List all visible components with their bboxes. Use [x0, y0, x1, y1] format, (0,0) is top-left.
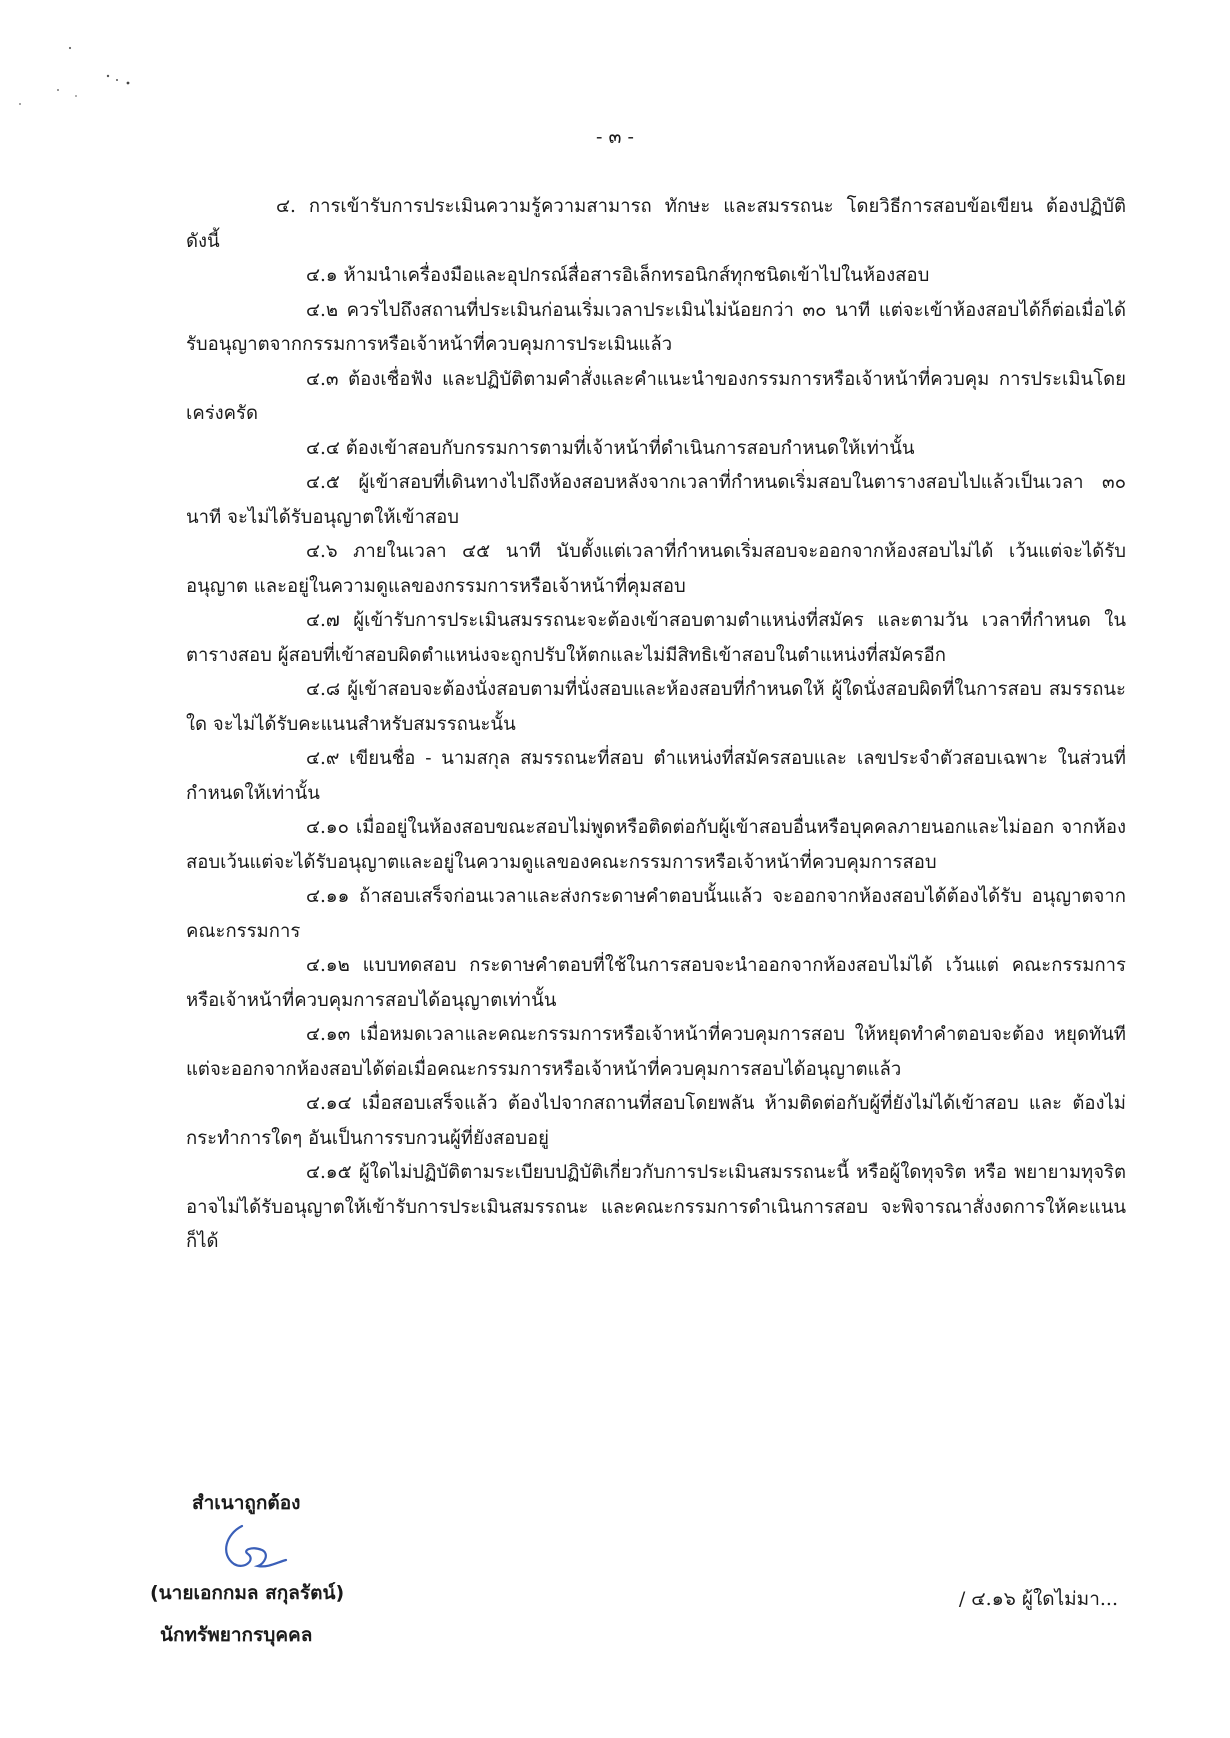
rule-item: ๔.๑๔ เมื่อสอบเสร็จแล้ว ต้องไปจากสถานที่สอบโดยพลัน ห้ามติดต่อกับผู้ที่ยังไม่ได้เข้าสอบ และ ต้องไม่กระทำการใดๆ อันเป็นการรบกวนผู้ที่ยังสอบอยู่ — [186, 1093, 1126, 1149]
certified-copy-title: สำเนาถูกต้อง — [192, 1492, 301, 1514]
rule-item: ๔.๕ ผู้เข้าสอบที่เดินทางไปถึงห้องสอบหลังจากเวลาที่กำหนดเริ่มสอบในตารางสอบไปแล้วเป็นเวลา ๓๐ นาที จะไม่ได้รับอนุญาตให้เข้าสอบ — [186, 472, 1126, 528]
rule-item: ๔.๒ ควรไปถึงสถานที่ประเมินก่อนเริ่มเวลาประเมินไม่น้อยกว่า ๓๐ นาที แต่จะเข้าห้องสอบได้ก็ต่อเมื่อได้รับอนุญาตจากกรรมการหรือเจ้าหน้าที่ควบคุมการประเมินแล้ว — [186, 299, 1126, 355]
rule-item: ๔.๑๕ ผู้ใดไม่ปฏิบัติตามระเบียบปฏิบัติเกี่ยวกับการประเมินสมรรถนะนี้ หรือผู้ใดทุจริต หรือ พยายามทุจริตอาจไม่ได้รับอนุญาตให้เข้ารับการประเมินสมรรถนะ และคณะกรรมการดำเนินการสอบ จะพิจารณาสั่งงดการให้คะแนนก็ได้ — [186, 1162, 1126, 1252]
rule-item: ๔.๑ ห้ามนำเครื่องมือและอุปกรณ์สื่อสารอิเล็กทรอนิกส์ทุกชนิดเข้าไปในห้องสอบ — [306, 265, 930, 286]
certifier-name: (นายเอกกมล สกุลรัตน์) — [150, 1582, 345, 1604]
rule-item: ๔.๓ ต้องเชื่อฟัง และปฏิบัติตามคำสั่งและคำแนะนำของกรรมการหรือเจ้าหน้าที่ควบคุม การประเมินโดยเคร่งครัด — [186, 368, 1126, 424]
rule-item: ๔.๑๒ แบบทดสอบ กระดาษคำตอบที่ใช้ในการสอบจะนำออกจากห้องสอบไม่ได้ เว้นแต่ คณะกรรมการหรือเจ้าหน้าที่ควบคุมการสอบได้อนุญาตเท่านั้น — [186, 955, 1126, 1011]
continuation-note: / ๔.๑๖ ผู้ใดไม่มา... — [958, 1588, 1118, 1610]
rule-item: ๔.๗ ผู้เข้ารับการประเมินสมรรถนะจะต้องเข้าสอบตามตำแหน่งที่สมัคร และตามวัน เวลาที่กำหนด ในตารางสอบ ผู้สอบที่เข้าสอบผิดตำแหน่งจะถูกปรับให้ตกและไม่มีสิทธิเข้าสอบในตำแหน่งที่สมัครอีก — [186, 610, 1126, 666]
rule-item: ๔.๙ เขียนชื่อ - นามสกุล สมรรถนะที่สอบ ตำแหน่งที่สมัครสอบและ เลขประจำตัวสอบเฉพาะ ในส่วนที่กำหนดให้เท่านั้น — [186, 748, 1126, 804]
rule-item: ๔.๘ ผู้เข้าสอบจะต้องนั่งสอบตามที่นั่งสอบและห้องสอบที่กำหนดให้ ผู้ใดนั่งสอบผิดที่ในการสอบ สมรรถนะใด จะไม่ได้รับคะแนนสำหรับสมรรถนะนั้น — [186, 679, 1126, 735]
page-number: - ๓ - — [596, 126, 634, 148]
section-paragraph: ๔. การเข้ารับการประเมินความรู้ความสามารถ ทักษะ และสมรรถนะ โดยวิธีการสอบข้อเขียน ต้องปฏิบัติ ดังนี้ — [186, 196, 1126, 252]
rule-item: ๔.๑๑ ถ้าสอบเสร็จก่อนเวลาและส่งกระดาษคำตอบนั้นแล้ว จะออกจากห้องสอบได้ต้องได้รับ อนุญาตจากคณะกรรมการ — [186, 886, 1126, 942]
document-body — [186, 190, 1126, 1260]
scan-specks — [0, 0, 200, 140]
rule-item: ๔.๑๐ เมื่ออยู่ในห้องสอบขณะสอบไม่พูดหรือติดต่อกับผู้เข้าสอบอื่นหรือบุคคลภายนอกและไม่ออก จากห้องสอบเว้นแต่จะได้รับอนุญาตและอยู่ในความดูแลของคณะกรรมการหรือเจ้าหน้าที่ควบคุมการสอบ — [186, 817, 1126, 873]
signature-mark — [212, 1520, 292, 1580]
rule-item: ๔.๑๓ เมื่อหมดเวลาและคณะกรรมการหรือเจ้าหน้าที่ควบคุมการสอบ ให้หยุดทำคำตอบจะต้อง หยุดทันที แต่จะออกจากห้องสอบได้ต่อเมื่อคณะกรรมการหรือเจ้าหน้าที่ควบคุมการสอบได้อนุญาตแล้ว — [186, 1024, 1126, 1080]
rule-item: ๔.๖ ภายในเวลา ๔๕ นาที นับตั้งแต่เวลาที่กำหนดเริ่มสอบจะออกจากห้องสอบไม่ได้ เว้นแต่จะได้รับอนุญาต และอยู่ในความดูแลของกรรมการหรือเจ้าหน้าที่คุมสอบ — [186, 541, 1126, 597]
certifier-position: นักทรัพยากรบุคคล — [160, 1624, 313, 1646]
rule-item: ๔.๔ ต้องเข้าสอบกับกรรมการตามที่เจ้าหน้าที่ดำเนินการสอบกำหนดให้เท่านั้น — [306, 437, 915, 459]
